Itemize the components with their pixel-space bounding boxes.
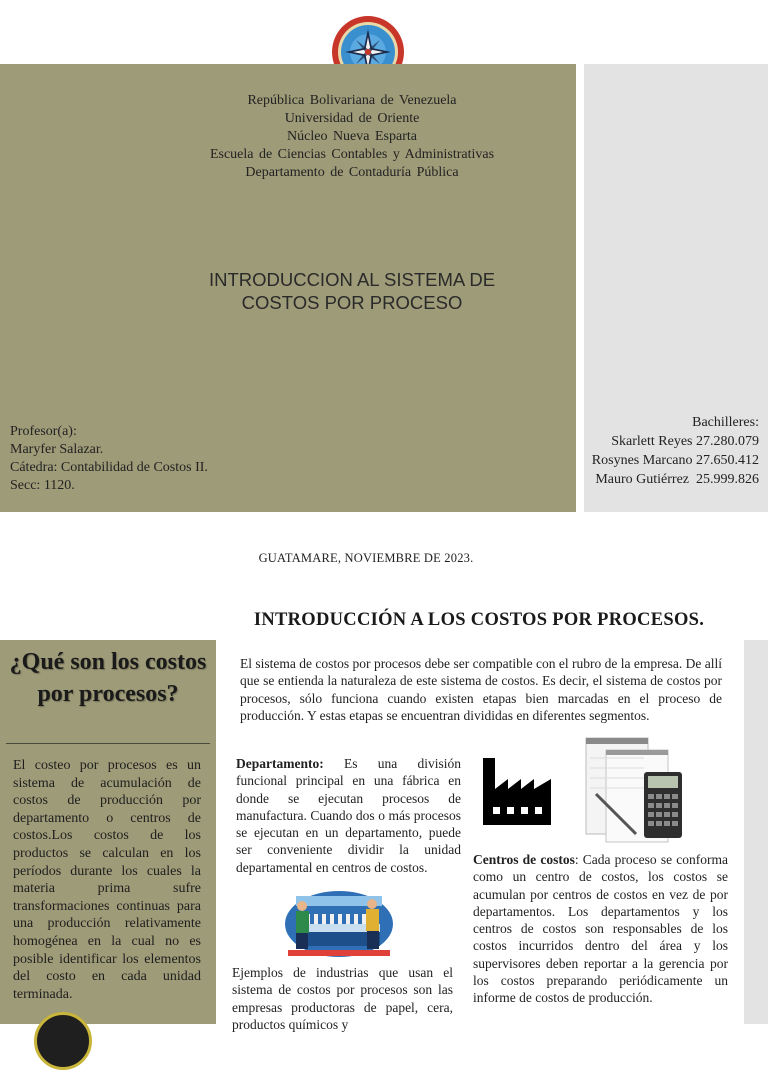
- professor-name: Maryfer Salazar.: [10, 442, 104, 457]
- divider: [6, 743, 210, 744]
- definition-text: El costeo por procesos es un sistema de acumulación de costos de producción por departamento o centros de costos.Los costos de los productos se calculan en los períodos durante los cuales la materia prima sufre transformaciones continuas para una producción relativamente homogénea en la cual no es posible identificar los elementos del costo en cada unidad terminada.: [13, 758, 201, 1002]
- professor-block: [10, 423, 208, 495]
- professor-label: Profesor(a):: [10, 424, 77, 439]
- student-entry: Rosynes Marcano 27.650.412: [591, 453, 759, 468]
- students-label: Bachilleres:: [692, 415, 759, 430]
- cover-title-line-2: COSTOS POR PROCESO: [241, 292, 463, 313]
- cover-title: [170, 268, 534, 314]
- factory-icon: [481, 755, 553, 827]
- departamento-text: Es una división funcional principal en una fábrica en donde se ejecutan procesos de manufactura. Cuando dos o más procesos se ejecutan en un departamento, puede ser conveniente dividir la unidad departamental en centros de costos.: [236, 756, 461, 875]
- student-entry: Skarlett Reyes 27.280.079: [611, 434, 759, 449]
- departamento-label: Departamento:: [236, 756, 324, 771]
- intro-paragraph: El sistema de costos por procesos debe ser compatible con el rubro de la empresa. De allí que se entienda la naturaleza de este sistema de costos. Es decir, el sistema de costos por procesos, sólo funciona cuando existen etapas bien marcadas en el proceso de producción. Y estas etapas se encuentran divididas en diferentes segmentos.: [240, 656, 722, 723]
- centros-paragraph: [473, 851, 728, 1007]
- institution-header: [150, 92, 554, 182]
- factory-workers-illustration: [284, 884, 394, 958]
- institution-line: Escuela de Ciencias Contables y Administrativas: [209, 147, 495, 162]
- section-title: INTRODUCCIÓN A LOS COSTOS POR PROCESOS.: [253, 610, 705, 630]
- institution-line: Departamento de Contaduría Pública: [245, 165, 459, 180]
- definition-panel: [0, 640, 216, 1024]
- badge-icon: [34, 1012, 92, 1070]
- institution-line: República Bolivariana de Venezuela: [247, 93, 457, 108]
- institution-line: Universidad de Oriente: [284, 111, 420, 126]
- student-entry: Mauro Gutiérrez 25.999.826: [595, 472, 759, 487]
- cover-title-line-1: INTRODUCCION AL SISTEMA DE: [208, 269, 496, 290]
- centros-text: : Cada proceso se conforma como un centro de costos, los costos se acumulan por centros de costos en vez de por departamentos. Los departamentos y los centros de costos son responsables de los costos incurridos dentro del área y los supervisores deben reportar a la gerencia por los costos preparando periódicamente un informe de costos de producción.: [473, 852, 728, 1006]
- cover-date: GUATAMARE, NOVIEMBRE DE 2023.: [258, 551, 474, 565]
- institution-line: Núcleo Nueva Esparta: [287, 129, 417, 144]
- students-block: [592, 413, 759, 489]
- content-card-edge: [744, 640, 768, 1024]
- ejemplos-paragraph: Ejemplos de industrias que usan el sistema de costos por procesos son las empresas productoras de papel, cera, productos químicos y: [232, 965, 453, 1032]
- question-heading: ¿Qué son los costos por procesos?: [9, 649, 207, 707]
- calculator-documents-icon: [584, 736, 684, 844]
- centros-label: Centros de costos: [473, 852, 575, 867]
- catedra: Cátedra: Contabilidad de Costos II.: [10, 460, 208, 475]
- seccion: Secc: 1120.: [10, 478, 75, 493]
- departamento-paragraph: [236, 755, 461, 876]
